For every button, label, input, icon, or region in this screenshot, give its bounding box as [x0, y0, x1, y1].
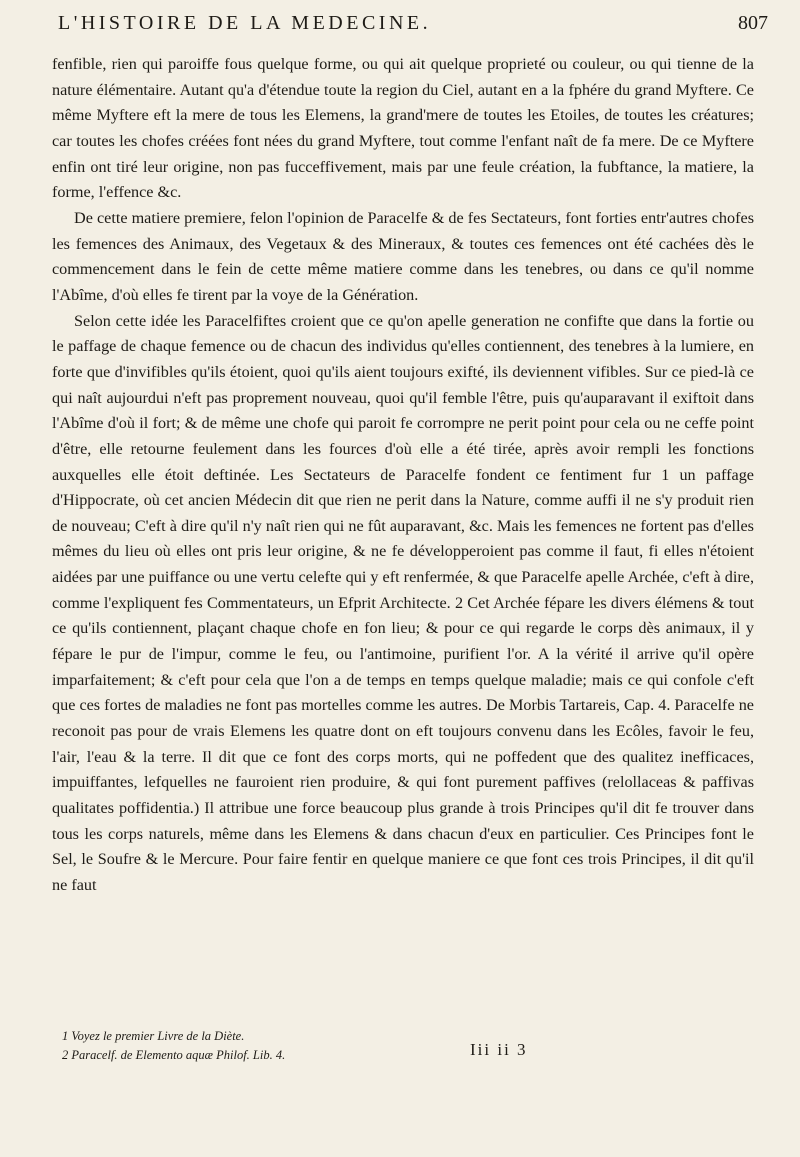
paragraph: Selon cette idée les Paracelfiftes croient que ce qu'on apelle generation ne confifte que dans la fortie ou le paffage de chaque femence ou de chacun des individus qu'elles contiennent, des tenebres à la lumiere, en forte que d'invifibles qu'ils étoient, quoi qu'ils aient toujours exifté, ils deviennent vifibles. Sur ce pied-là ce qui naît aujourdui n'eft pas proprement nouveau, quoi qu'il femble l'être, puis qu'auparavant il exiftoit dans l'Abîme d'où il fort; & de même une chofe qui paroit fe corrompre ne perit point pour cela ou ne ceffe point d'être, elle retourne feulement dans les fources d'où elle a été tirée, après avoir rempli les fonctions auxquelles elle étoit deftinée. Les Sectateurs de Paracelfe fondent ce fentiment fur 1 un paffage d'Hippocrate, où cet ancien Médecin dit que rien ne perit dans la Nature, comme auffi il ne s'y produit rien de nouveau; C'eft à dire qu'il n'y naît rien qui ne fût auparavant, &c. Mais les femences ne fortent pas d'elles mêmes du lieu où elles ont pris leur origine, & ne fe développeroient pas comme il faut, fi elles n'étoient aidées par une puiffance ou une vertu celefte qui y eft renfermée, & que Paracelfe apelle Archée, c'eft à dire, comme l'expliquent fes Commentateurs, un Efprit Architecte. 2 Cet Archée fépare les divers élémens & tout ce qu'ils contiennent, plaçant chaque chofe en fon lieu; & pour ce qui regarde le corps dès animaux, il y fépare le pur de l'impur, comme le feu, ou l'antimoine, purifient l'or. A la vérité il arrive qu'il opère imparfaitement; & c'eft pour cela que l'on a de temps en temps quelque maladie; mais ce qui confole c'eft que ces fortes de maladies ne font pas mortelles comme les autres. De Morbis Tartareis, Cap. 4. Paracelfe ne reconoit pas pour de vrais Elemens les quatre dont on eft toujours convenu dans les Ecôles, favoir le feu, l'air, l'eau & la terre. Il dit que ce font des corps morts, qui ne poffedent que des qualitez inefficaces, impuiffantes, lefquelles ne fauroient rien produire, & qui font purement paffives (relollaceas & paffivas qualitates poffidentia.) Il attribue une force beaucoup plus grande à trois Principes qu'il dit fe trouver dans tous les corps naturels, même dans les Elemens & dans chacun d'eux en particulier. Ces Principes font le Sel, le Soufre & le Mercure. Pour faire fentir en quelque maniere ce que font ces trois Principes, il dit qu'il ne faut [52, 311, 754, 894]
paragraph: fenfible, rien qui paroiffe fous quelque forme, ou qui ait quelque proprieté ou couleur, ou qui tienne de la nature élémentaire. Autant qu'a d'étendue toute la region du Ciel, autant en a la fphére du grand Myftere. Ce même Myftere eft la mere de tous les Elemens, la grand'mere de toutes les Etoiles, de toutes les créatures; car toutes les chofes créées font nées du grand Myftere, tout comme l'enfant naît de fa mere. De ce Myftere enfin ont tiré leur origine, non pas fucceffivement, mais par une feule création, la fubftance, la matiere, la forme, l'effence &c. [52, 55, 754, 202]
running-header [48, 4, 768, 44]
paragraph: De cette matiere premiere, felon l'opinion de Paracelfe & de fes Sectateurs, font forties entr'autres chofes les femences des Animaux, des Vegetaux & des Mineraux, & toutes ces femences ont été cachées dès le commencement dans le fein de cette même matiere comme dans les tenebres, ou dans ce qu'il nomme l'Abîme, d'où elles fe tirent par la voye de la Génération. [52, 208, 754, 304]
footnotes [62, 1027, 362, 1065]
page-number: 807 [738, 12, 768, 34]
body-text [52, 52, 754, 899]
footnote: 2 Paracelf. de Elemento aquæ Philof. Lib. 4. [62, 1048, 286, 1062]
signature-mark: Iii ii 3 [470, 1040, 528, 1059]
footnote: 1 Voyez le premier Livre de la Diète. [62, 1029, 245, 1043]
running-title: L'HISTOIRE DE LA MEDECINE. [58, 12, 432, 34]
